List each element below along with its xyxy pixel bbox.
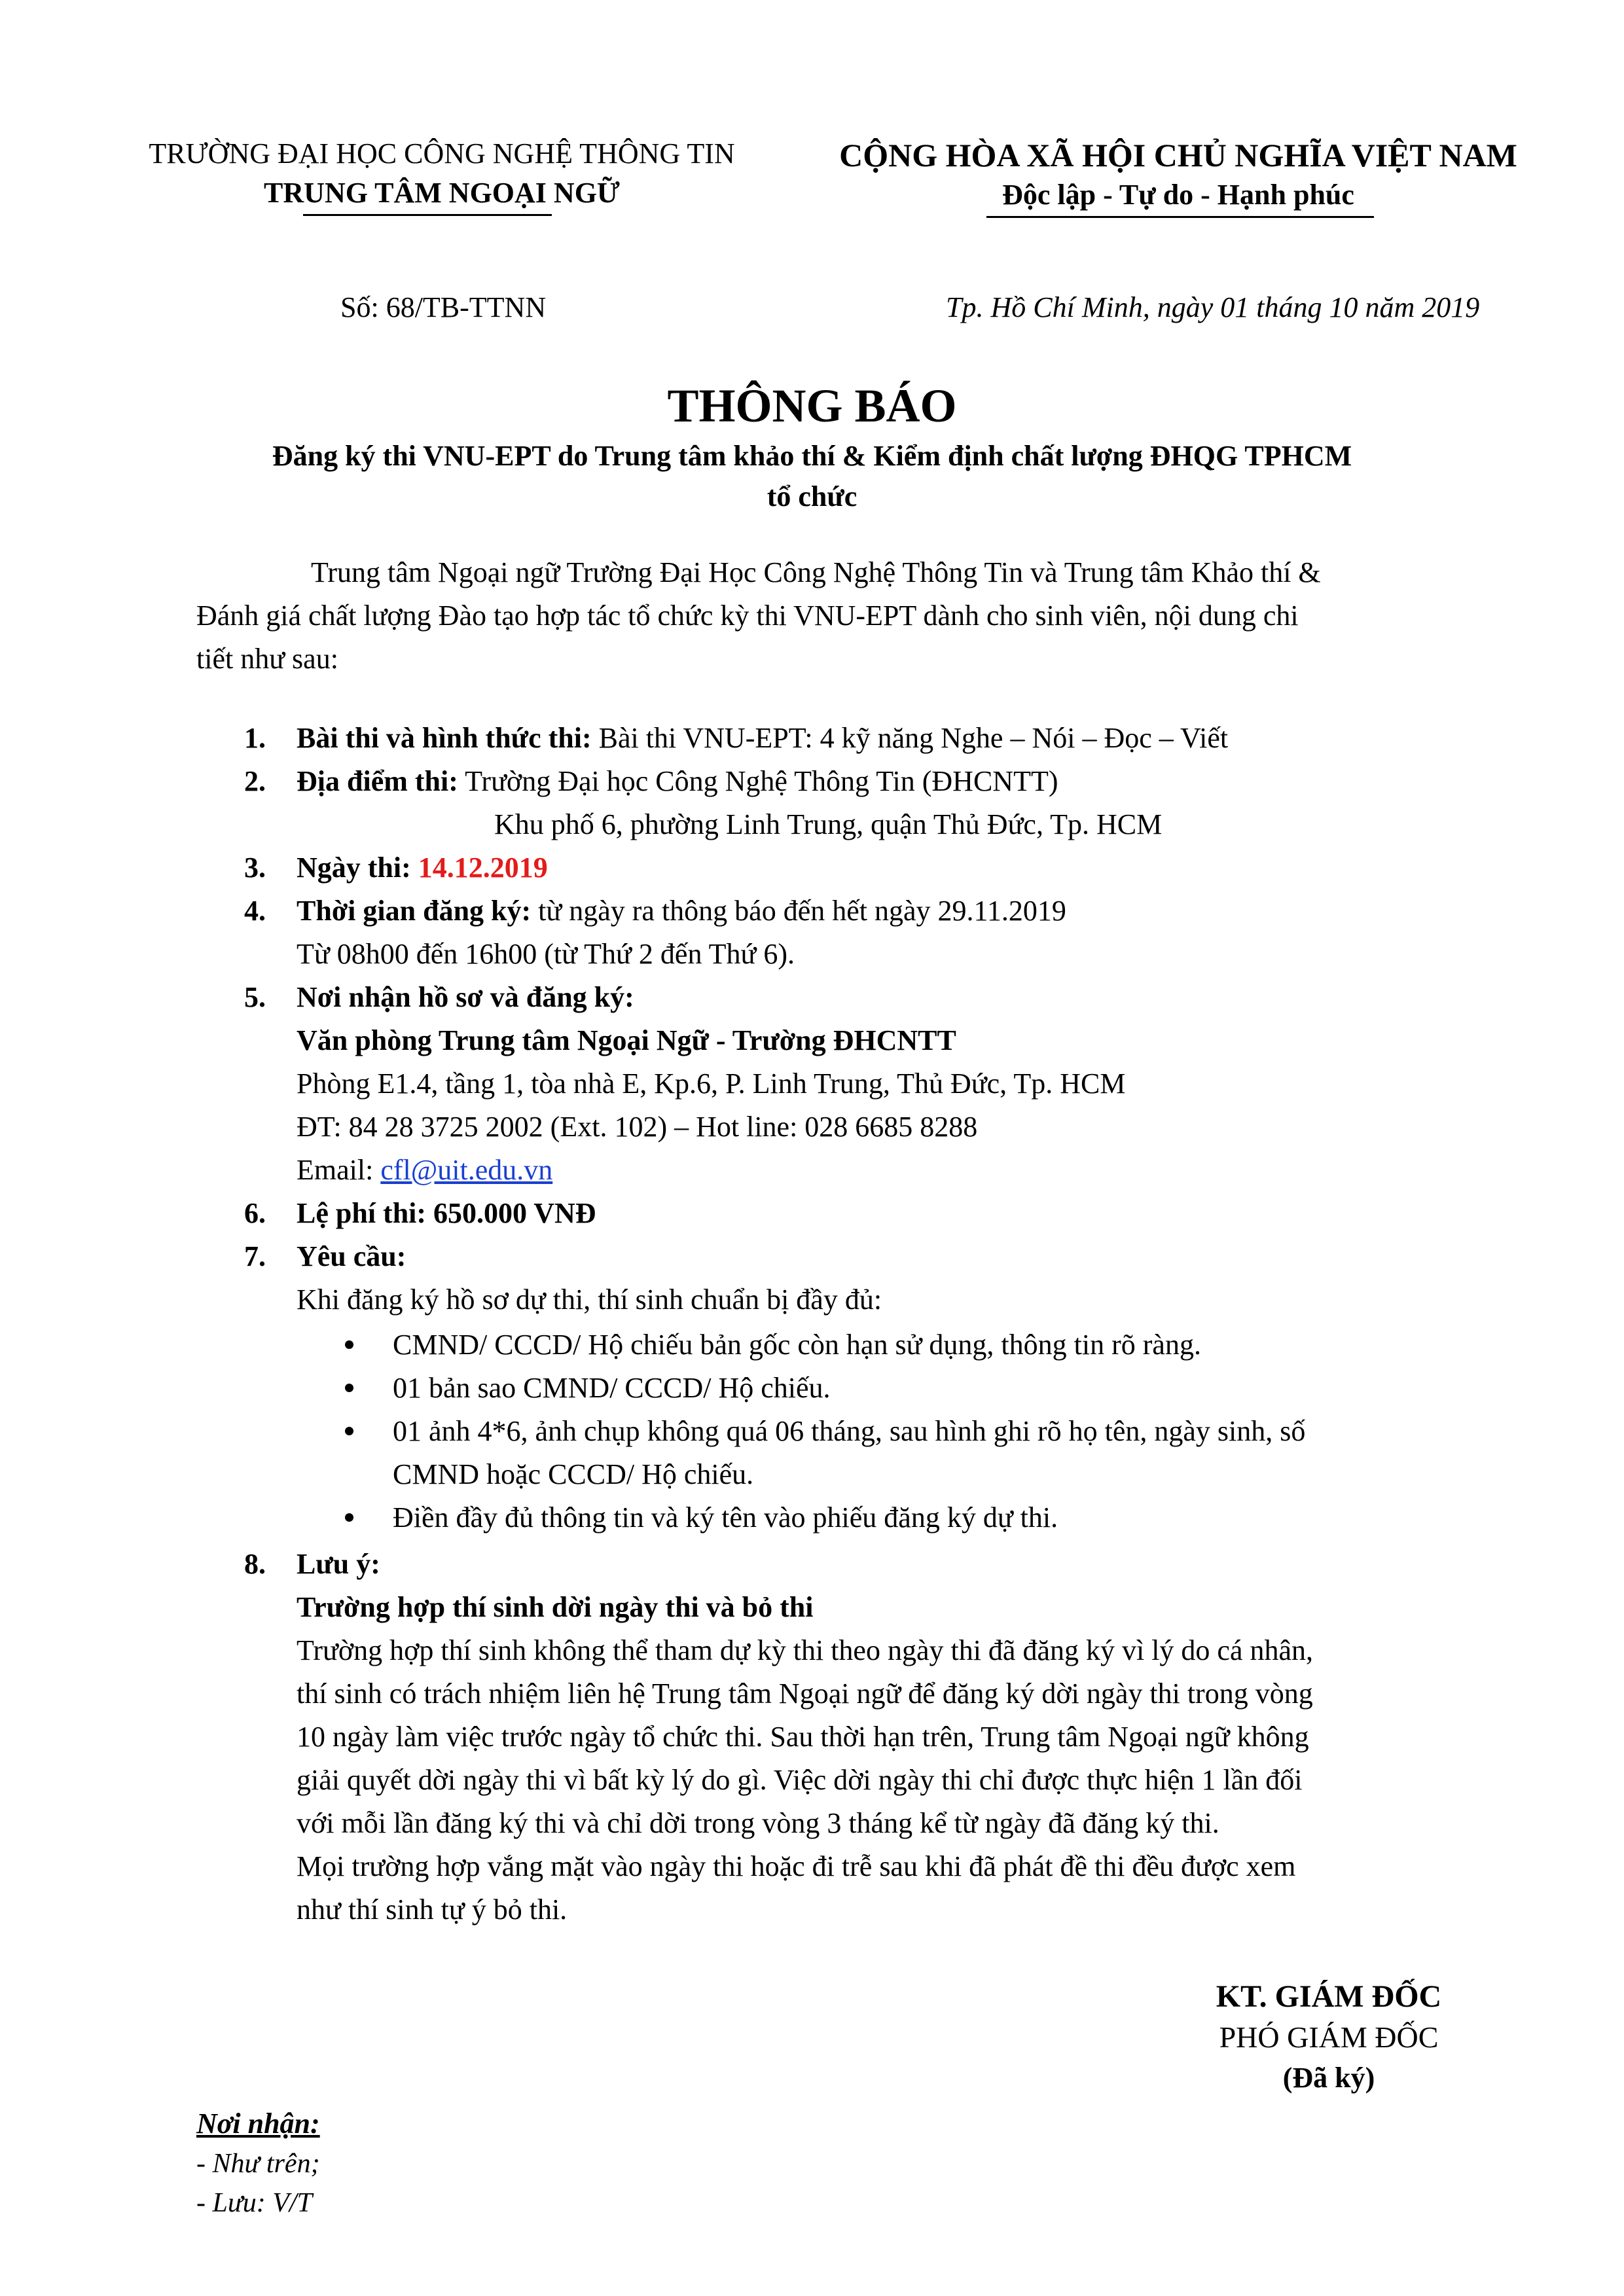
item-text: Bài thi VNU-EPT: 4 kỹ năng Nghe – Nói – Đọc – Viết [591,722,1229,754]
requirement-item: CMND/ CCCD/ Hộ chiếu bản gốc còn hạn sử dụng, thông tin rõ ràng. [393,1329,1201,1361]
note-line: 10 ngày làm việc trước ngày tổ chức thi. Sau thời hạn trên, Trung tâm Ngoại ngữ không [297,1721,1309,1753]
note-line: giải quyết dời ngày thi vì bất kỳ lý do gì. Việc dời ngày thi chỉ được thực hiện 1 lần đối [297,1764,1303,1796]
intro-line3: tiết như sau: [196,643,338,675]
item-number: 1. [244,722,266,754]
office-room: Phòng E1.4, tầng 1, tòa nhà E, Kp.6, P. Linh Trung, Thủ Đức, Tp. HCM [297,1067,1126,1100]
item-number: 4. [244,895,266,927]
item-number: 7. [244,1240,266,1272]
office-email [297,1149,552,1192]
note-line: như thí sinh tự ý bỏ thi. [297,1893,568,1926]
item-4 [244,889,1066,933]
recipients-heading [196,2104,320,2144]
doc-number: Số: 68/TB-TTNN [340,291,547,323]
header-left [98,134,785,213]
subtitle-line1: Đăng ký thi VNU-EPT do Trung tâm khảo thí & Kiểm định chất lượng ĐHQG TPHCM [272,440,1352,472]
item-1 [244,717,1228,760]
item-3 [244,846,548,889]
note-heading: Trường hợp thí sinh dời ngày thi và bỏ thi [297,1591,814,1623]
note-line: thí sinh có trách nhiệm liên hệ Trung tâm Ngoại ngữ để đăng ký dời ngày thi trong vòng [297,1677,1313,1710]
note-line: với mỗi lần đăng ký thi và chỉ dời trong vòng 3 tháng kể từ ngày đã đăng ký thi. [297,1807,1219,1839]
recipient-item: - Lưu: V/T [196,2188,312,2218]
item-8 [244,1543,380,1586]
center-name-underline [303,214,552,216]
item-number: 5. [244,981,266,1013]
bullet-icon [345,1427,353,1435]
center-name: TRUNG TÂM NGOẠI NGỮ [264,177,620,209]
office-name: Văn phòng Trung tâm Ngoại Ngữ - Trường ĐHCNTT [297,1024,956,1056]
item-label: Ngày thi: [297,852,411,884]
signature-block [1165,1977,1492,2098]
item-label: Yêu cầu: [297,1240,406,1272]
bullet-icon [345,1513,353,1522]
email-link[interactable]: cfl@uit.edu.vn [380,1154,553,1186]
signature-title: KT. GIÁM ĐỐC [1216,1979,1442,2014]
motto: Độc lập - Tự do - Hạnh phúc [1002,179,1354,211]
item-7 [244,1235,406,1278]
signature-status: (Đã ký) [1282,2062,1375,2094]
email-label: Email: [297,1154,381,1186]
item-6 [244,1192,596,1235]
intro-line1: Trung tâm Ngoại ngữ Trường Đại Học Công Nghệ Thông Tin và Trung tâm Khảo thí & [311,556,1321,588]
requirement-item-cont: CMND hoặc CCCD/ Hộ chiếu. [393,1458,754,1490]
item-label: Thời gian đăng ký: [297,895,532,927]
doc-date: Tp. Hồ Chí Minh, ngày 01 tháng 10 năm 2019 [946,291,1480,323]
item-label: Lệ phí thi: 650.000 VNĐ [297,1197,596,1229]
item-4-hours: Từ 08h00 đến 16h00 (từ Thứ 2 đến Thứ 6). [297,938,795,970]
intro-line2: Đánh giá chất lượng Đào tạo hợp tác tổ chức kỳ thi VNU-EPT dành cho sinh viên, nội dung chi [196,600,1299,632]
requirement-item: 01 ảnh 4*6, ảnh chụp không quá 06 tháng, sau hình ghi rõ họ tên, ngày sinh, số [393,1415,1306,1447]
requirement-item: 01 bản sao CMND/ CCCD/ Hộ chiếu. [393,1372,831,1404]
bullet-icon [345,1340,353,1349]
header-right [802,134,1555,214]
subtitle-line2: tổ chức [767,480,857,512]
page-title: THÔNG BÁO [667,380,957,432]
item-number: 6. [244,1197,266,1229]
item-number: 3. [244,852,266,884]
item-number: 2. [244,765,266,797]
item-text: từ ngày ra thông báo đến hết ngày 29.11.2019 [531,895,1066,927]
item-2 [244,760,1058,803]
office-phone: ĐT: 84 28 3725 2002 (Ext. 102) – Hot line: 028 6685 8288 [297,1111,978,1143]
item-text: Trường Đại học Công Nghệ Thông Tin (ĐHCNTT) [458,765,1058,797]
item-5 [244,976,634,1019]
recipients-heading-text: Nơi nhận: [196,2108,320,2140]
item-number: 8. [244,1548,266,1580]
motto-underline [986,216,1374,218]
signature-role: PHÓ GIÁM ĐỐC [1219,2020,1439,2054]
item-2-address: Khu phố 6, phường Linh Trung, quận Thủ Đức, Tp. HCM [494,808,1163,840]
recipient-item: - Như trên; [196,2149,320,2179]
item-label: Địa điểm thi: [297,765,458,797]
item-label: Nơi nhận hồ sơ và đăng ký: [297,981,634,1013]
exam-date-value: 14.12.2019 [418,852,548,884]
item-label: Lưu ý: [297,1548,380,1580]
requirements-intro: Khi đăng ký hồ sơ dự thi, thí sinh chuẩn bị đầy đủ: [297,1283,882,1316]
item-label: Bài thi và hình thức thi: [297,722,592,754]
note-line: Mọi trường hợp vắng mặt vào ngày thi hoặc đi trễ sau khi đã phát đề thi đều được xem [297,1850,1296,1882]
note-line: Trường hợp thí sinh không thể tham dự kỳ thi theo ngày thi đã đăng ký vì lý do cá nhân, [297,1634,1314,1666]
requirement-item: Điền đầy đủ thông tin và ký tên vào phiếu đăng ký dự thi. [393,1501,1058,1534]
bullet-icon [345,1384,353,1392]
country-name: CỘNG HÒA XÃ HỘI CHỦ NGHĨA VIỆT NAM [839,137,1517,173]
school-name: TRƯỜNG ĐẠI HỌC CÔNG NGHỆ THÔNG TIN [149,137,735,170]
